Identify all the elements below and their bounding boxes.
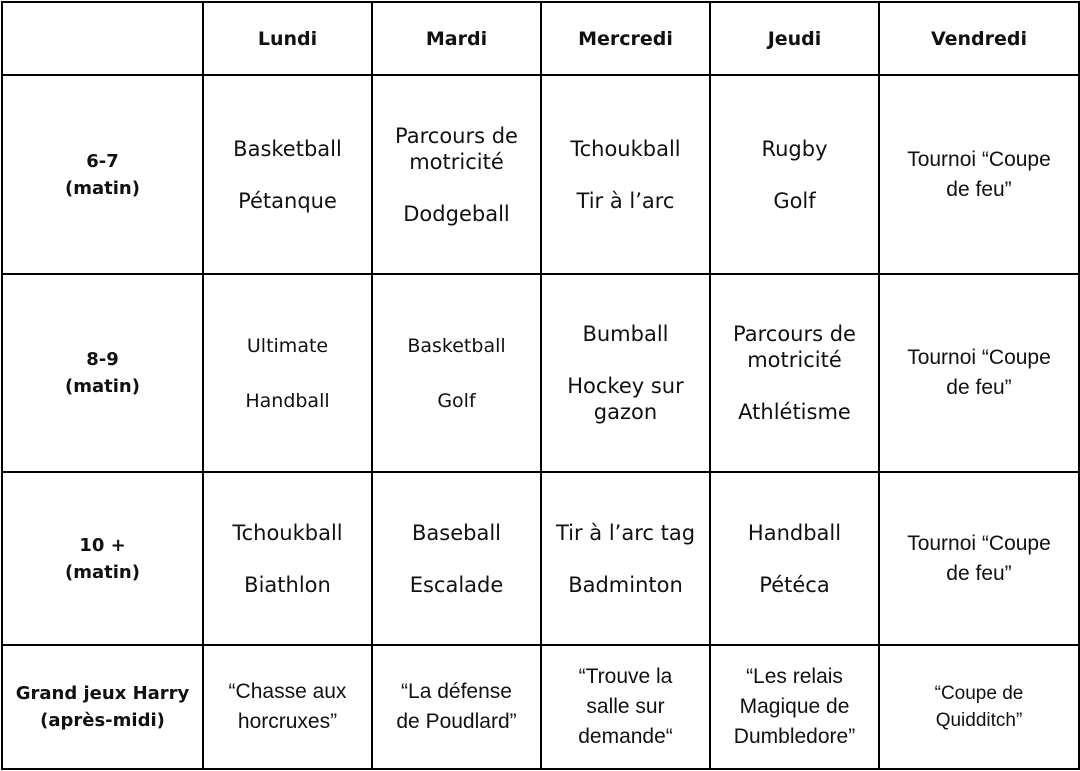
day-header-jeudi: Jeudi [710, 2, 879, 75]
activity-name: Handball [747, 520, 842, 545]
row-label-line: 10 + [79, 534, 126, 556]
activity-name: Parcours de [395, 123, 518, 148]
activity-name: horcruxes” [237, 710, 338, 733]
row-label-line: (après-midi) [40, 710, 165, 731]
activity-name: “Coupe de [934, 683, 1024, 704]
activity-cell [372, 75, 541, 274]
activity-cell [879, 274, 1079, 472]
activity-name: Handball [245, 389, 330, 412]
activity-name: Tir à l’arc [576, 188, 675, 213]
activity-name: Dumbledore” [733, 725, 856, 748]
day-header-mercredi: Mercredi [541, 2, 710, 75]
row-label-line: 8-9 [86, 349, 119, 370]
row-label-line: 6-7 [86, 150, 119, 172]
activity-name: demande“ [578, 725, 673, 748]
activity-name: Basketball [233, 136, 342, 161]
activity-name: de feu” [946, 376, 1012, 399]
activity-name: Tournoi “Coupe [907, 147, 1051, 171]
row-label-line: (matin) [65, 177, 140, 199]
activity-cell [203, 645, 372, 769]
activity-cell [879, 75, 1079, 274]
day-header-mardi: Mardi [372, 2, 541, 75]
activity-name: Tchoukball [232, 520, 343, 545]
activity-cell [879, 645, 1079, 769]
activity-name: Basketball [407, 334, 506, 357]
activity-name: Golf [773, 188, 816, 213]
schedule-row-10-plus [2, 472, 1079, 645]
activity-name: Biathlon [244, 572, 331, 597]
activity-name: Pétanque [238, 188, 337, 213]
row-header [2, 472, 203, 645]
activity-cell [541, 75, 710, 274]
header-row [2, 2, 1079, 75]
row-label-line: (matin) [65, 376, 140, 397]
activity-name: Quidditch” [935, 710, 1023, 731]
activity-name: Baseball [411, 520, 501, 545]
schedule-row-8-9 [2, 274, 1079, 472]
activity-name: Tournoi “Coupe [907, 346, 1051, 369]
activity-name: Rugby [761, 136, 828, 161]
activity-name: de feu” [946, 177, 1012, 201]
activity-name: Tchoukball [570, 136, 681, 161]
activity-name: “Chasse aux [228, 680, 347, 703]
activity-name: Escalade [409, 572, 504, 597]
activity-name: Tir à l’arc tag [555, 520, 696, 545]
schedule-row-grand-jeux [2, 645, 1079, 769]
activity-name: Hockey sur [567, 374, 684, 398]
activity-cell [541, 645, 710, 769]
activity-name: Parcours de [733, 322, 856, 346]
activity-name: de feu” [946, 561, 1012, 585]
activity-name: “Trouve la [578, 665, 673, 688]
day-header-lundi: Lundi [203, 2, 372, 75]
activity-name: motricité [747, 348, 842, 372]
activity-cell [710, 472, 879, 645]
activity-cell [541, 472, 710, 645]
activity-name: Ultimate [246, 334, 329, 357]
activity-cell [710, 645, 879, 769]
activity-cell [372, 645, 541, 769]
activity-name: Magique de [739, 695, 850, 718]
activity-name: Badminton [568, 572, 683, 597]
activity-name: motricité [409, 149, 504, 174]
row-header [2, 75, 203, 274]
activity-name: Tournoi “Coupe [907, 531, 1051, 555]
activity-cell [372, 472, 541, 645]
row-header [2, 274, 203, 472]
activity-cell [541, 274, 710, 472]
activity-name: “Les relais [746, 665, 843, 688]
activity-name: Dodgeball [403, 201, 510, 226]
corner-cell [2, 2, 203, 75]
weekly-activity-schedule [1, 1, 1080, 770]
activity-cell [879, 472, 1079, 645]
activity-name: “La défense [401, 680, 512, 703]
activity-name: gazon [593, 400, 658, 424]
activity-name: Bumball [582, 322, 669, 346]
activity-name: Golf [437, 389, 476, 412]
activity-cell [372, 274, 541, 472]
row-header [2, 645, 203, 769]
activity-cell [203, 472, 372, 645]
row-label-line: Grand jeux Harry [15, 683, 190, 704]
activity-cell [203, 274, 372, 472]
activity-cell [203, 75, 372, 274]
activity-name: Athlétisme [738, 400, 851, 424]
row-label-line: (matin) [65, 561, 140, 583]
day-header-vendredi: Vendredi [879, 2, 1079, 75]
schedule-row-6-7 [2, 75, 1079, 274]
activity-cell [710, 274, 879, 472]
activity-cell [710, 75, 879, 274]
activity-name: Pétéca [759, 572, 830, 597]
activity-name: de Poudlard” [396, 710, 517, 733]
activity-name: salle sur [586, 695, 665, 718]
